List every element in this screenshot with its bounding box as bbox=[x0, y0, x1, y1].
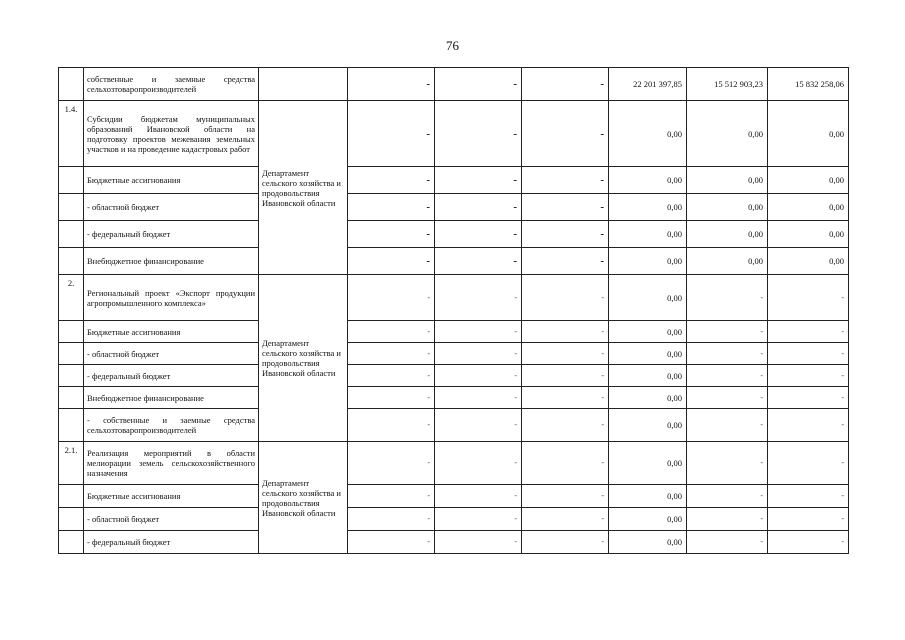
value-cell: - bbox=[348, 485, 435, 508]
value-cell: - bbox=[435, 68, 522, 101]
value-cell: - bbox=[348, 101, 435, 167]
table-row bbox=[59, 194, 849, 221]
value-cell: - bbox=[435, 485, 522, 508]
row-number bbox=[59, 68, 84, 101]
row-number bbox=[59, 485, 84, 508]
table-row bbox=[59, 531, 849, 554]
value-cell: - bbox=[768, 343, 849, 365]
value-cell: 0,00 bbox=[609, 442, 687, 485]
row-name: Бюджетные ассигнования bbox=[84, 485, 259, 508]
row-number bbox=[59, 409, 84, 442]
value-cell: 0,00 bbox=[609, 531, 687, 554]
table-row bbox=[59, 365, 849, 387]
executor-cell: Департамент сельского хозяйства и продовольствия Ивановской области bbox=[259, 101, 348, 275]
table-row bbox=[59, 275, 849, 321]
value-cell: - bbox=[435, 321, 522, 343]
value-cell: - bbox=[348, 194, 435, 221]
row-number bbox=[59, 321, 84, 343]
value-cell: 0,00 bbox=[609, 194, 687, 221]
value-cell: - bbox=[348, 343, 435, 365]
row-name: - федеральный бюджет bbox=[84, 531, 259, 554]
value-cell: - bbox=[348, 321, 435, 343]
row-number bbox=[59, 531, 84, 554]
table-row bbox=[59, 167, 849, 194]
value-cell: - bbox=[348, 221, 435, 248]
value-cell: 0,00 bbox=[687, 167, 768, 194]
row-number: 2. bbox=[59, 275, 84, 321]
value-cell: - bbox=[687, 387, 768, 409]
row-name: Региональный проект «Экспорт продукции агропромышленного комплекса» bbox=[84, 275, 259, 321]
value-cell: 0,00 bbox=[609, 275, 687, 321]
value-cell: - bbox=[522, 248, 609, 275]
table-row bbox=[59, 343, 849, 365]
value-cell: - bbox=[687, 508, 768, 531]
executor-cell bbox=[259, 68, 348, 101]
value-cell: - bbox=[687, 531, 768, 554]
value-cell: - bbox=[687, 321, 768, 343]
value-cell: - bbox=[687, 485, 768, 508]
value-cell: - bbox=[522, 221, 609, 248]
value-cell: - bbox=[687, 343, 768, 365]
row-number bbox=[59, 194, 84, 221]
table-row bbox=[59, 442, 849, 485]
value-cell: - bbox=[522, 508, 609, 531]
row-number bbox=[59, 221, 84, 248]
row-number: 2.1. bbox=[59, 442, 84, 485]
table-row bbox=[59, 68, 849, 101]
value-cell: 0,00 bbox=[609, 485, 687, 508]
value-cell: - bbox=[435, 387, 522, 409]
value-cell: - bbox=[522, 275, 609, 321]
row-name: - собственные и заемные средства сельхозтоваропроизводителей bbox=[84, 409, 259, 442]
table-row bbox=[59, 248, 849, 275]
row-number bbox=[59, 365, 84, 387]
value-cell: - bbox=[435, 248, 522, 275]
value-cell: 0,00 bbox=[609, 221, 687, 248]
value-cell: - bbox=[522, 485, 609, 508]
value-cell: 0,00 bbox=[768, 101, 849, 167]
value-cell: - bbox=[522, 442, 609, 485]
row-name: Бюджетные ассигнования bbox=[84, 321, 259, 343]
value-cell: - bbox=[348, 68, 435, 101]
value-cell: - bbox=[348, 248, 435, 275]
row-name: Внебюджетное финансирование bbox=[84, 248, 259, 275]
value-cell: 0,00 bbox=[768, 194, 849, 221]
value-cell: - bbox=[348, 365, 435, 387]
value-cell: 0,00 bbox=[609, 387, 687, 409]
row-name: - федеральный бюджет bbox=[84, 365, 259, 387]
value-cell: 0,00 bbox=[687, 248, 768, 275]
value-cell: 0,00 bbox=[768, 248, 849, 275]
row-number bbox=[59, 343, 84, 365]
row-name: - областной бюджет bbox=[84, 194, 259, 221]
value-cell: 0,00 bbox=[609, 409, 687, 442]
row-name: - областной бюджет bbox=[84, 343, 259, 365]
value-cell: 0,00 bbox=[687, 194, 768, 221]
value-cell: - bbox=[522, 409, 609, 442]
value-cell: 0,00 bbox=[687, 221, 768, 248]
table-row bbox=[59, 387, 849, 409]
value-cell: - bbox=[522, 194, 609, 221]
value-cell: - bbox=[522, 68, 609, 101]
value-cell: - bbox=[435, 442, 522, 485]
value-cell: - bbox=[687, 409, 768, 442]
value-cell: - bbox=[435, 409, 522, 442]
row-name: - областной бюджет bbox=[84, 508, 259, 531]
value-cell: - bbox=[435, 508, 522, 531]
value-cell: 0,00 bbox=[768, 221, 849, 248]
table-row bbox=[59, 321, 849, 343]
value-cell: - bbox=[768, 485, 849, 508]
table-row bbox=[59, 221, 849, 248]
value-cell: - bbox=[435, 194, 522, 221]
page-number: 76 bbox=[446, 38, 459, 53]
row-number bbox=[59, 508, 84, 531]
row-name: Субсидии бюджетам муниципальных образований Ивановской области на подготовку проектов межевания земельных участков и на проведение кадастровых работ bbox=[84, 101, 259, 167]
table-row bbox=[59, 409, 849, 442]
row-number bbox=[59, 248, 84, 275]
value-cell: - bbox=[435, 167, 522, 194]
value-cell: - bbox=[348, 167, 435, 194]
value-cell: - bbox=[348, 275, 435, 321]
value-cell: 0,00 bbox=[687, 101, 768, 167]
value-cell: 0,00 bbox=[609, 508, 687, 531]
value-cell: - bbox=[435, 365, 522, 387]
value-cell: - bbox=[768, 387, 849, 409]
table-row bbox=[59, 485, 849, 508]
value-cell: - bbox=[522, 343, 609, 365]
value-cell: - bbox=[435, 343, 522, 365]
value-cell: - bbox=[768, 442, 849, 485]
value-cell: 0,00 bbox=[609, 365, 687, 387]
value-cell: - bbox=[348, 531, 435, 554]
executor-cell: Департамент сельского хозяйства и продовольствия Ивановской области bbox=[259, 275, 348, 442]
value-cell: - bbox=[768, 508, 849, 531]
value-cell: - bbox=[435, 221, 522, 248]
value-cell: 0,00 bbox=[609, 321, 687, 343]
value-cell: - bbox=[768, 321, 849, 343]
row-name: собственные и заемные средства сельхозтоваропроизводителей bbox=[84, 68, 259, 101]
value-cell: - bbox=[687, 365, 768, 387]
value-cell: 0,00 bbox=[609, 343, 687, 365]
value-cell: - bbox=[522, 167, 609, 194]
value-cell: - bbox=[768, 409, 849, 442]
row-name: Внебюджетное финансирование bbox=[84, 387, 259, 409]
value-cell: - bbox=[522, 531, 609, 554]
row-number: 1.4. bbox=[59, 101, 84, 167]
executor-cell: Департамент сельского хозяйства и продовольствия Ивановской области bbox=[259, 442, 348, 554]
value-cell: - bbox=[522, 321, 609, 343]
value-cell: 22 201 397,85 bbox=[609, 68, 687, 101]
value-cell: - bbox=[768, 531, 849, 554]
value-cell: - bbox=[768, 365, 849, 387]
value-cell: - bbox=[435, 101, 522, 167]
value-cell: - bbox=[768, 275, 849, 321]
value-cell: - bbox=[435, 275, 522, 321]
value-cell: - bbox=[687, 442, 768, 485]
value-cell: - bbox=[348, 442, 435, 485]
value-cell: 0,00 bbox=[768, 167, 849, 194]
budget-table bbox=[58, 67, 849, 554]
table-row bbox=[59, 101, 849, 167]
table-row bbox=[59, 508, 849, 531]
value-cell: - bbox=[348, 409, 435, 442]
row-name: - федеральный бюджет bbox=[84, 221, 259, 248]
value-cell: 0,00 bbox=[609, 248, 687, 275]
value-cell: - bbox=[435, 531, 522, 554]
value-cell: - bbox=[522, 101, 609, 167]
row-number bbox=[59, 167, 84, 194]
value-cell: - bbox=[348, 508, 435, 531]
value-cell: - bbox=[522, 387, 609, 409]
value-cell: - bbox=[348, 387, 435, 409]
value-cell: - bbox=[687, 275, 768, 321]
row-number bbox=[59, 387, 84, 409]
value-cell: 15 832 258,06 bbox=[768, 68, 849, 101]
value-cell: 15 512 903,23 bbox=[687, 68, 768, 101]
value-cell: 0,00 bbox=[609, 167, 687, 194]
row-name: Бюджетные ассигнования bbox=[84, 167, 259, 194]
value-cell: 0,00 bbox=[609, 101, 687, 167]
value-cell: - bbox=[522, 365, 609, 387]
row-name: Реализация мероприятий в области мелиорации земель сельскохозяйственного назначения bbox=[84, 442, 259, 485]
